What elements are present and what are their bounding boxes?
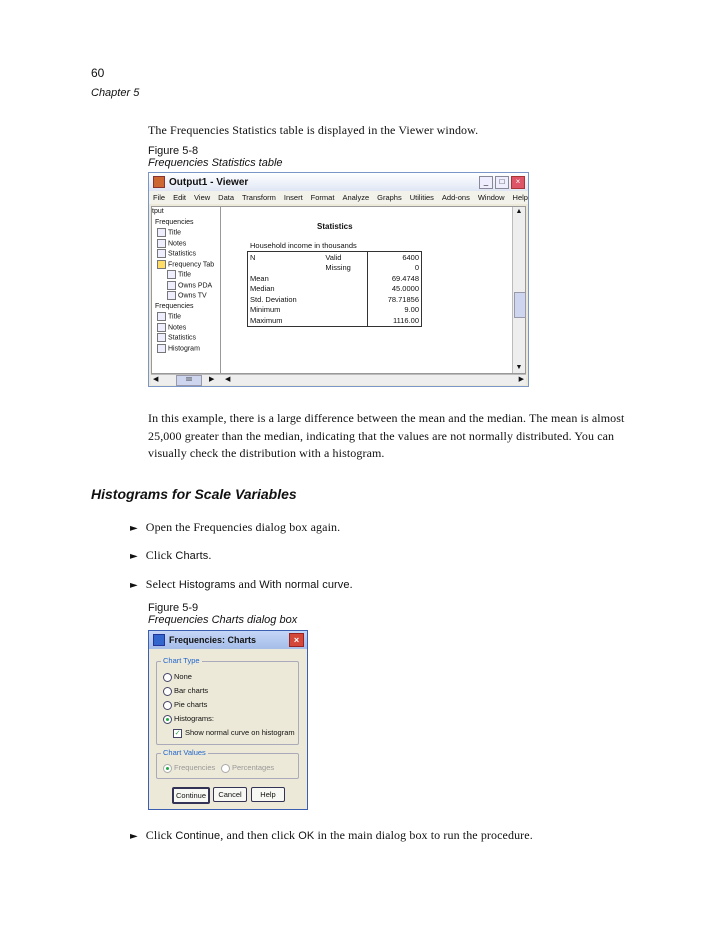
table-row: Median 45.0000	[248, 284, 422, 295]
viewer-titlebar	[149, 173, 528, 191]
tree-item-frequency-table[interactable]: Frequency Tab	[152, 260, 220, 271]
scroll-right-icon[interactable]: ▶	[209, 375, 215, 383]
scroll-down-icon[interactable]: ▼	[515, 363, 523, 371]
table-row: N Valid 6400	[248, 252, 422, 263]
tree-item-title[interactable]: Title	[152, 228, 220, 239]
menu-help[interactable]: Help	[512, 193, 528, 202]
scroll-thumb[interactable]	[514, 292, 526, 318]
table-icon	[157, 249, 166, 258]
title-icon	[157, 228, 166, 237]
chapter-label: Chapter 5	[91, 87, 140, 99]
scroll-up-icon[interactable]: ▲	[515, 207, 523, 215]
chart-values-group	[156, 748, 299, 779]
radio-pie-charts[interactable]: Pie charts	[163, 700, 207, 710]
step-arrow-icon: ►	[130, 551, 138, 562]
tree-item-statistics-2[interactable]: Statistics	[152, 333, 220, 344]
tree-item-notes-2[interactable]: Notes	[152, 323, 220, 334]
radio-percentages[interactable]: Percentages	[221, 763, 274, 773]
viewer-window	[148, 172, 529, 387]
radio-frequencies[interactable]: Frequencies	[163, 763, 215, 773]
statistics-title: Statistics	[317, 222, 353, 231]
maximize-icon[interactable]: □	[495, 176, 509, 189]
scroll-left-icon[interactable]: ◀	[153, 375, 159, 383]
radio-icon	[163, 687, 172, 696]
help-button[interactable]: Help	[251, 787, 285, 802]
notes-icon	[157, 239, 166, 248]
chart-type-group	[156, 656, 299, 745]
figure-5-9-caption: Frequencies Charts dialog box	[148, 614, 298, 626]
step-final: ► Click Continue, and then click OK in the main dialog box to run the procedure.	[130, 828, 533, 842]
hscroll-thumb[interactable]: III	[176, 375, 202, 386]
radio-icon	[163, 673, 172, 682]
figure-5-9-label: Figure 5-9	[148, 602, 199, 614]
close-icon[interactable]: ×	[511, 176, 525, 189]
menu-addons[interactable]: Add-ons	[441, 193, 470, 202]
charts-dialog	[148, 630, 308, 810]
table-row: Maximum 1116.00	[248, 315, 422, 326]
tree-item-owns-pda[interactable]: Owns PDA	[152, 281, 220, 292]
step-2: ► Click Charts.	[130, 548, 212, 562]
viewer-menubar	[149, 191, 528, 204]
page-number: 60	[91, 66, 105, 80]
statistics-table	[247, 251, 422, 327]
chart-type-label: Chart Type	[163, 656, 200, 665]
dialog-titlebar	[149, 631, 307, 649]
table-icon	[157, 333, 166, 342]
menu-format[interactable]: Format	[310, 193, 335, 202]
radio-none[interactable]: None	[163, 672, 192, 682]
scroll-right-icon-2[interactable]: ▶	[518, 375, 524, 383]
cancel-button[interactable]: Cancel	[213, 787, 247, 802]
close-icon[interactable]: ×	[289, 633, 304, 647]
table-icon	[167, 281, 176, 290]
paragraph-line-2: 25,000 greater than the median, indicating that the values are not normally distributed. You can	[148, 429, 615, 443]
dialog-app-icon	[153, 634, 165, 646]
chart-values-label: Chart Values	[163, 748, 206, 757]
paragraph-line-3: visually check the distribution with a histogram.	[148, 446, 385, 460]
menu-utilities[interactable]: Utilities	[409, 193, 434, 202]
menu-graphs[interactable]: Graphs	[377, 193, 402, 202]
menu-window[interactable]: Window	[477, 193, 505, 202]
menu-view[interactable]: View	[194, 193, 211, 202]
checkmark-icon: ✓	[174, 729, 181, 737]
menu-insert[interactable]: Insert	[283, 193, 303, 202]
book-icon	[157, 260, 166, 269]
step-arrow-icon: ►	[130, 580, 138, 591]
menu-edit[interactable]: Edit	[173, 193, 187, 202]
section-heading: Histograms for Scale Variables	[91, 486, 297, 502]
radio-selected-icon	[163, 715, 172, 724]
minimize-icon[interactable]: _	[479, 176, 493, 189]
figure-5-8-caption: Frequencies Statistics table	[148, 157, 283, 169]
tree-item-frequencies-2[interactable]: Frequencies	[155, 302, 194, 310]
paragraph-line-1: In this example, there is a large difference between the mean and the median. The mean is almost	[148, 411, 625, 425]
tree-item-title-2[interactable]: Title	[152, 270, 220, 281]
tree-item-owns-tv[interactable]: Owns TV	[152, 291, 220, 302]
figure-5-8-label: Figure 5-8	[148, 145, 199, 157]
step-arrow-icon: ►	[130, 831, 138, 842]
notes-icon	[157, 323, 166, 332]
statistics-subtitle: Household income in thousands	[250, 241, 357, 250]
output-pane	[222, 207, 511, 373]
dialog-title: Frequencies: Charts	[169, 635, 257, 645]
intro-text: The Frequencies Statistics table is displayed in the Viewer window.	[148, 123, 479, 137]
radio-icon	[163, 701, 172, 710]
step-3: ► Select Histograms and With normal curve.	[130, 577, 353, 591]
tree-item-title-3[interactable]: Title	[152, 312, 220, 323]
radio-icon	[221, 764, 230, 773]
tree-item-histogram[interactable]: Histogram	[152, 344, 220, 355]
viewer-app-icon	[153, 176, 165, 188]
tree-item-notes[interactable]: Notes	[152, 239, 220, 250]
radio-histograms[interactable]: Histograms:	[163, 714, 214, 724]
table-row: Minimum 9.00	[248, 305, 422, 316]
menu-transform[interactable]: Transform	[242, 193, 276, 202]
title-icon	[157, 312, 166, 321]
table-row: Mean 69.4748	[248, 273, 422, 284]
step-1: ► Open the Frequencies dialog box again.	[130, 520, 341, 534]
menu-analyze[interactable]: Analyze	[342, 193, 370, 202]
horizontal-scrollbar[interactable]	[151, 374, 526, 385]
table-row: Missing 0	[248, 263, 422, 274]
table-row: Std. Deviation 78.71856	[248, 294, 422, 305]
radio-selected-icon	[163, 764, 172, 773]
vertical-scrollbar[interactable]	[512, 207, 525, 373]
title-icon	[167, 270, 176, 279]
scroll-left-icon-2[interactable]: ◀	[225, 375, 231, 383]
radio-bar-charts[interactable]: Bar charts	[163, 686, 208, 696]
outline-tree	[152, 207, 221, 373]
step-arrow-icon: ►	[130, 523, 138, 534]
tree-item-output[interactable]: tput	[152, 208, 164, 215]
tree-item-frequencies[interactable]: Frequencies	[155, 218, 194, 226]
menu-data[interactable]: Data	[218, 193, 234, 202]
viewer-title: Output1 - Viewer	[169, 176, 249, 188]
table-icon	[167, 291, 176, 300]
chart-icon	[157, 344, 166, 353]
viewer-body	[151, 206, 526, 374]
menu-file[interactable]: File	[153, 193, 166, 202]
checkbox-normal-curve[interactable]: ✓ Show normal curve on histogram	[174, 728, 295, 737]
continue-button[interactable]: Continue	[172, 787, 210, 804]
tree-item-statistics[interactable]: Statistics	[152, 249, 220, 260]
